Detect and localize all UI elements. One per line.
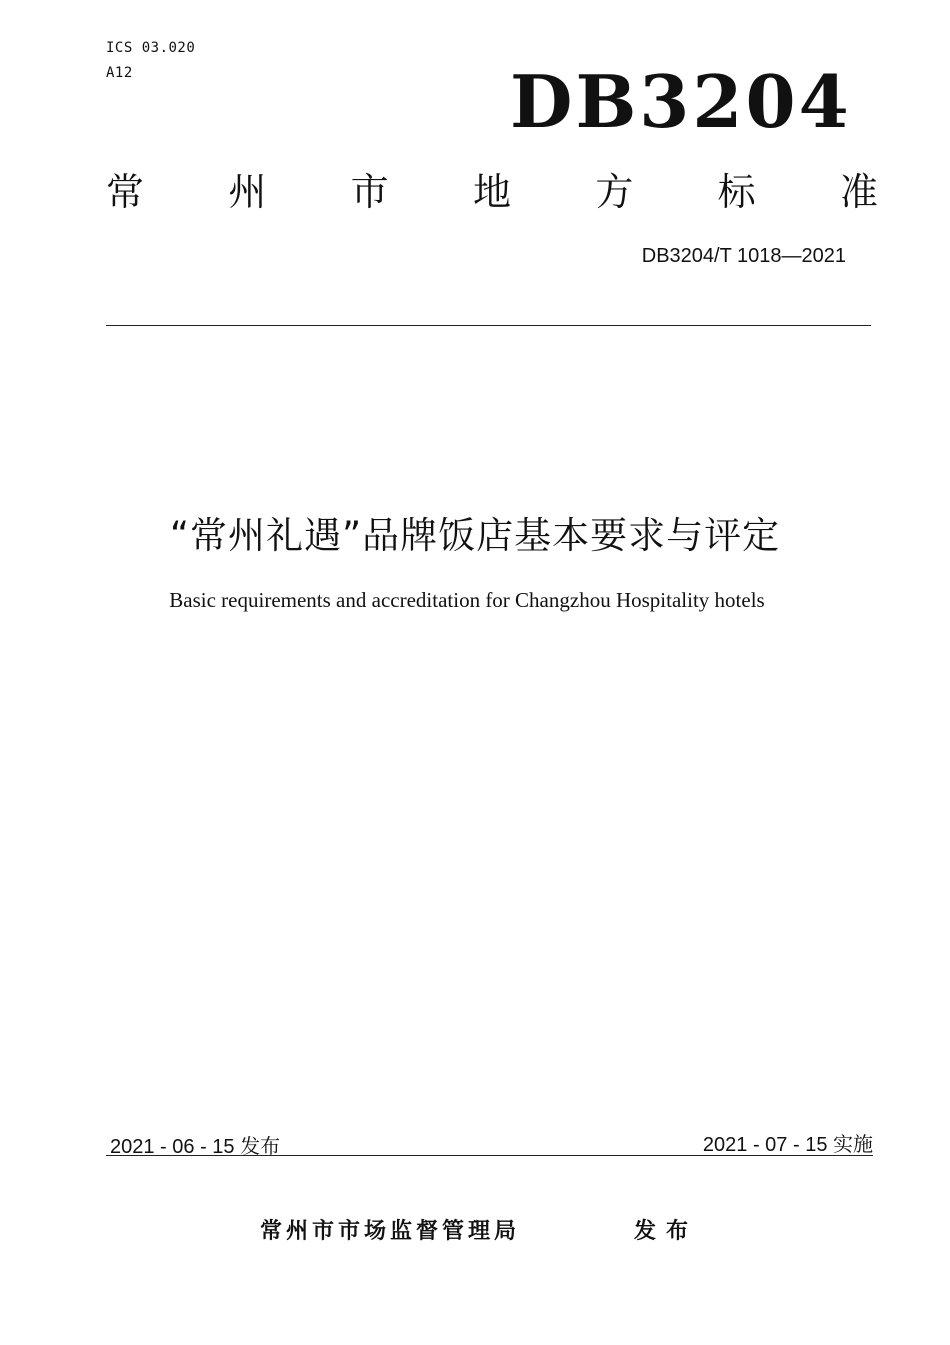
publish-label: 发布	[634, 1219, 699, 1244]
standard-type-char: 方	[595, 170, 634, 214]
footer-divider	[106, 1155, 873, 1156]
standard-type-char: 准	[839, 170, 878, 214]
standard-type-char: 标	[717, 170, 756, 214]
publisher: 常州市市场监督管理局	[260, 1219, 521, 1244]
ccs-code: A12	[106, 65, 133, 81]
header-divider	[106, 325, 871, 326]
title-english: Basic requirements and accreditation for Changzhou Hospitality hotels	[169, 588, 765, 612]
db-mark: DB3204	[510, 59, 852, 144]
standard-type-char: 地	[472, 170, 511, 214]
title-chinese: “常州礼遇”品牌饭店基本要求与评定	[169, 514, 781, 557]
issue-date: 2021 - 06 - 15 发布	[110, 1136, 281, 1158]
ics-code: ICS 03.020	[106, 40, 196, 56]
standard-type-char: 常	[106, 170, 145, 214]
standard-type-char: 州	[228, 170, 267, 214]
implementation-date: 2021 - 07 - 15 实施	[702, 1134, 873, 1156]
standard-number: DB3204/T 1018—2021	[641, 245, 846, 267]
standard-type-char: 市	[350, 170, 389, 214]
standard-type-heading	[106, 172, 878, 214]
